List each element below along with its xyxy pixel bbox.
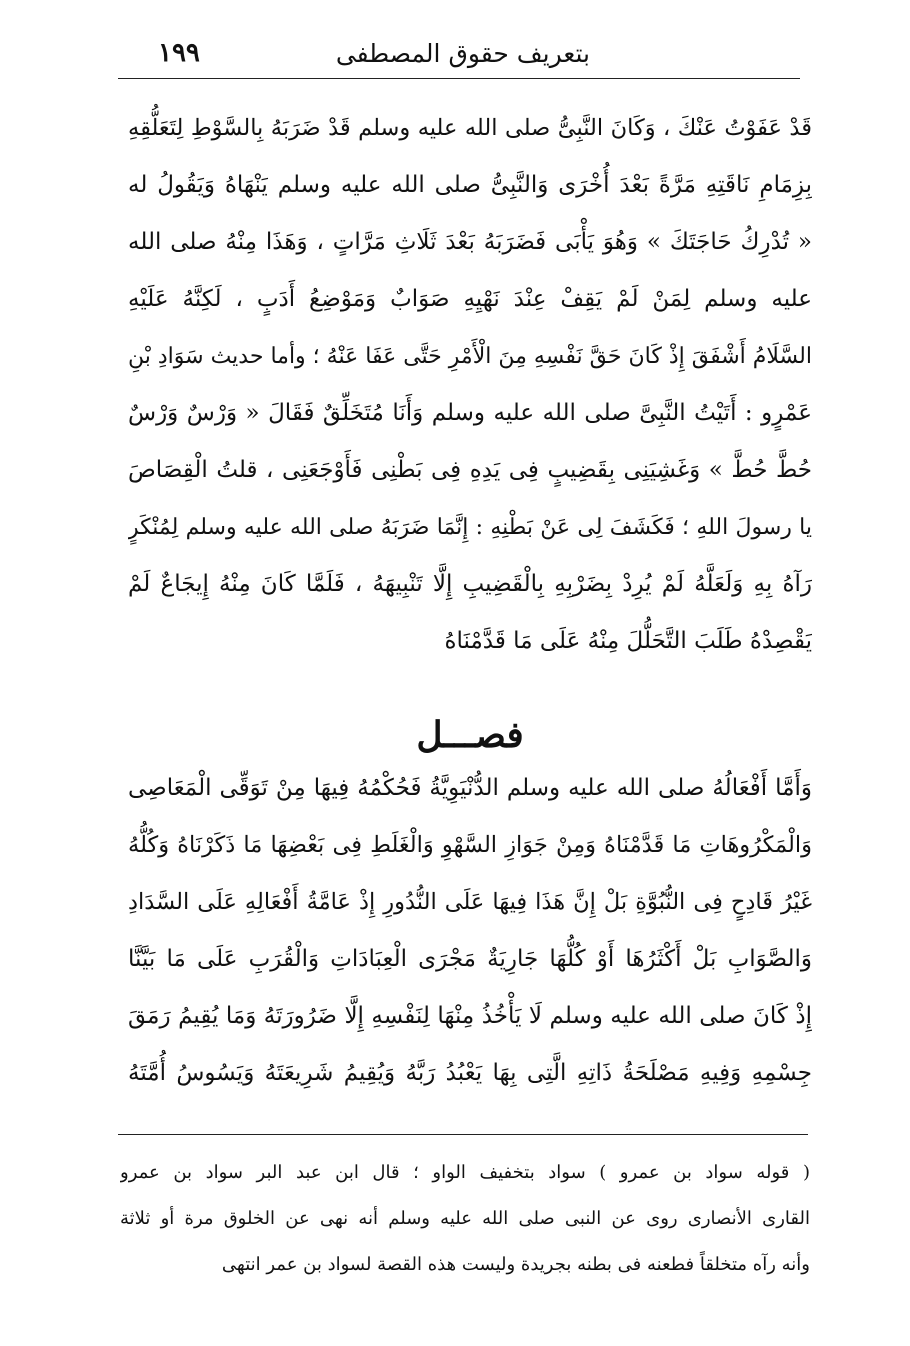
text-line: يا رسولَ اللهِ ؛ فَكَشَفَ لِى عَنْ بَطْنِهِ : إِنَّمَا ضَرَبَهُ صلى الله عليه وسلم لِمُنْكَرٍ — [128, 515, 812, 540]
text-line: حُطَّ حُطَّ » وَغَشِيَنِى بِقَضِيبٍ فِى يَدِهِ فِى بَطْنِى فَأَوْجَعَنِى ، قلتُ الْقِصَاصَ — [128, 457, 812, 483]
text-line: غَيْرُ قَادِحٍ فِى النُّبُوَّةِ بَلْ إِنَّ هَذَا فِيهَا عَلَى النُّدُورِ إِذْ عَامَّةُ أَفْعَالِهِ عَلَى السَّدَادِ — [128, 889, 812, 915]
text-line: « تُدْرِكُ حَاجَتَكَ » وَهُوَ يَأْبَى فَضَرَبَهُ بَعْدَ ثَلَاثِ مَرَّاتٍ ، وَهَذَا مِنْهُ صلى الله — [128, 229, 812, 255]
text-line: إِذْ كَانَ صلى الله عليه وسلم لَا يَأْخُذُ مِنْهَا لِنَفْسِهِ إِلَّا ضَرُورَتَهُ وَمَا يُقِيمُ رَمَقَ — [128, 1003, 812, 1029]
footnote-line: ( قوله سواد بن عمرو ) سواد بتخفيف الواو ؛ قال ابن عبد البر سواد بن عمرو — [120, 1162, 810, 1183]
paragraph-1 — [128, 100, 812, 670]
text-line: بِزِمَامِ نَاقَتِهِ مَرَّةً بَعْدَ أُخْرَى وَالنَّبِىُّ صلى الله عليه وسلم يَنْهَاهُ وَيَقُولُ له — [128, 172, 812, 198]
text-line: عَمْرٍو : أَتَيْتُ النَّبِىَّ صلى الله عليه وسلم وَأَنَا مُتَخَلِّقٌ فَقَالَ « وَرْسٌ وَرْسٌ — [128, 400, 812, 426]
footnote-line: وأنه رآه متخلقاً فطعنه فى بطنه بجريدة وليست هذه القصة لسواد بن عمر انتهى — [221, 1254, 810, 1275]
paragraph-2 — [128, 760, 812, 1102]
footnote — [120, 1150, 810, 1288]
text-line: رَآهُ بِهِ وَلَعَلَّهُ لَمْ يُرِدْ بِضَرْبِهِ بِالْقَضِيبِ إِلَّا تَنْبِيهَهُ ، فَلَمَّا كَانَ مِنْهُ إِيجَاعٌ لَمْ — [128, 571, 812, 597]
text-line: السَّلَامُ أَشْفَقَ إِذْ كَانَ حَقَّ نَفْسِهِ مِنَ الْأَمْرِ حَتَّى عَفَا عَنْهُ ؛ وأما حديث سَوَادِ بْنِ — [128, 344, 812, 369]
footnote-divider — [118, 1134, 808, 1135]
text-line: وَالْمَكْرُوهَاتِ مَا قَدَّمْنَاهُ وَمِنْ جَوَازِ السَّهْوِ وَالْغَلَطِ فِى بَعْضِهَا مَا ذَكَرْنَاهُ وَكُلُّهُ — [128, 832, 812, 858]
page-header — [118, 28, 800, 79]
text-line: جِسْمِهِ وَفِيهِ مَصْلَحَةُ ذَاتِهِ الَّتِى بِهَا يَعْبُدُ رَبَّهُ وَيُقِيمُ شَرِيعَتَهُ وَيَسُوسُ أُمَّتَهُ — [128, 1060, 812, 1086]
text-line: يَقْصِدْهُ طَلَبَ التَّحَلُّلَ مِنْهُ عَلَى مَا قَدَّمْنَاهُ — [444, 628, 812, 654]
section-heading: فصـــل — [416, 714, 524, 756]
page-number: ١٩٩ — [158, 38, 200, 68]
text-line: وَالصَّوَابِ بَلْ أَكْثَرُهَا أَوْ كُلُّهَا جَارِيَةٌ مَجْرَى الْعِبَادَاتِ وَالْقُرَبِ عَلَى مَا بَيَّنَّا — [128, 946, 812, 972]
text-line: قَدْ عَفَوْتُ عَنْكَ ، وَكَانَ النَّبِىُّ صلى الله عليه وسلم قَدْ ضَرَبَهُ بِالسَّوْطِ لِتَعَلُّقِهِ — [128, 115, 812, 141]
running-title: بتعريف حقوق المصطفى — [335, 38, 590, 68]
footnote-line: القارى الأنصارى روى عن النبى صلى الله عليه وسلم أنه نهى عن الخلوق مرة أو ثلاثة — [120, 1208, 810, 1229]
text-line: وَأَمَّا أَفْعَالُهُ صلى الله عليه وسلم الدُّنْيَوِيَّةُ فَحُكْمُهُ فِيهَا مِنْ تَوَقِّى الْمَعَاصِى — [128, 775, 812, 801]
text-line: عليه وسلم لِمَنْ لَمْ يَقِفْ عِنْدَ نَهْيِهِ صَوَابٌ وَمَوْضِعُ أَدَبٍ ، لَكِنَّهُ عَلَيْهِ — [128, 286, 812, 312]
